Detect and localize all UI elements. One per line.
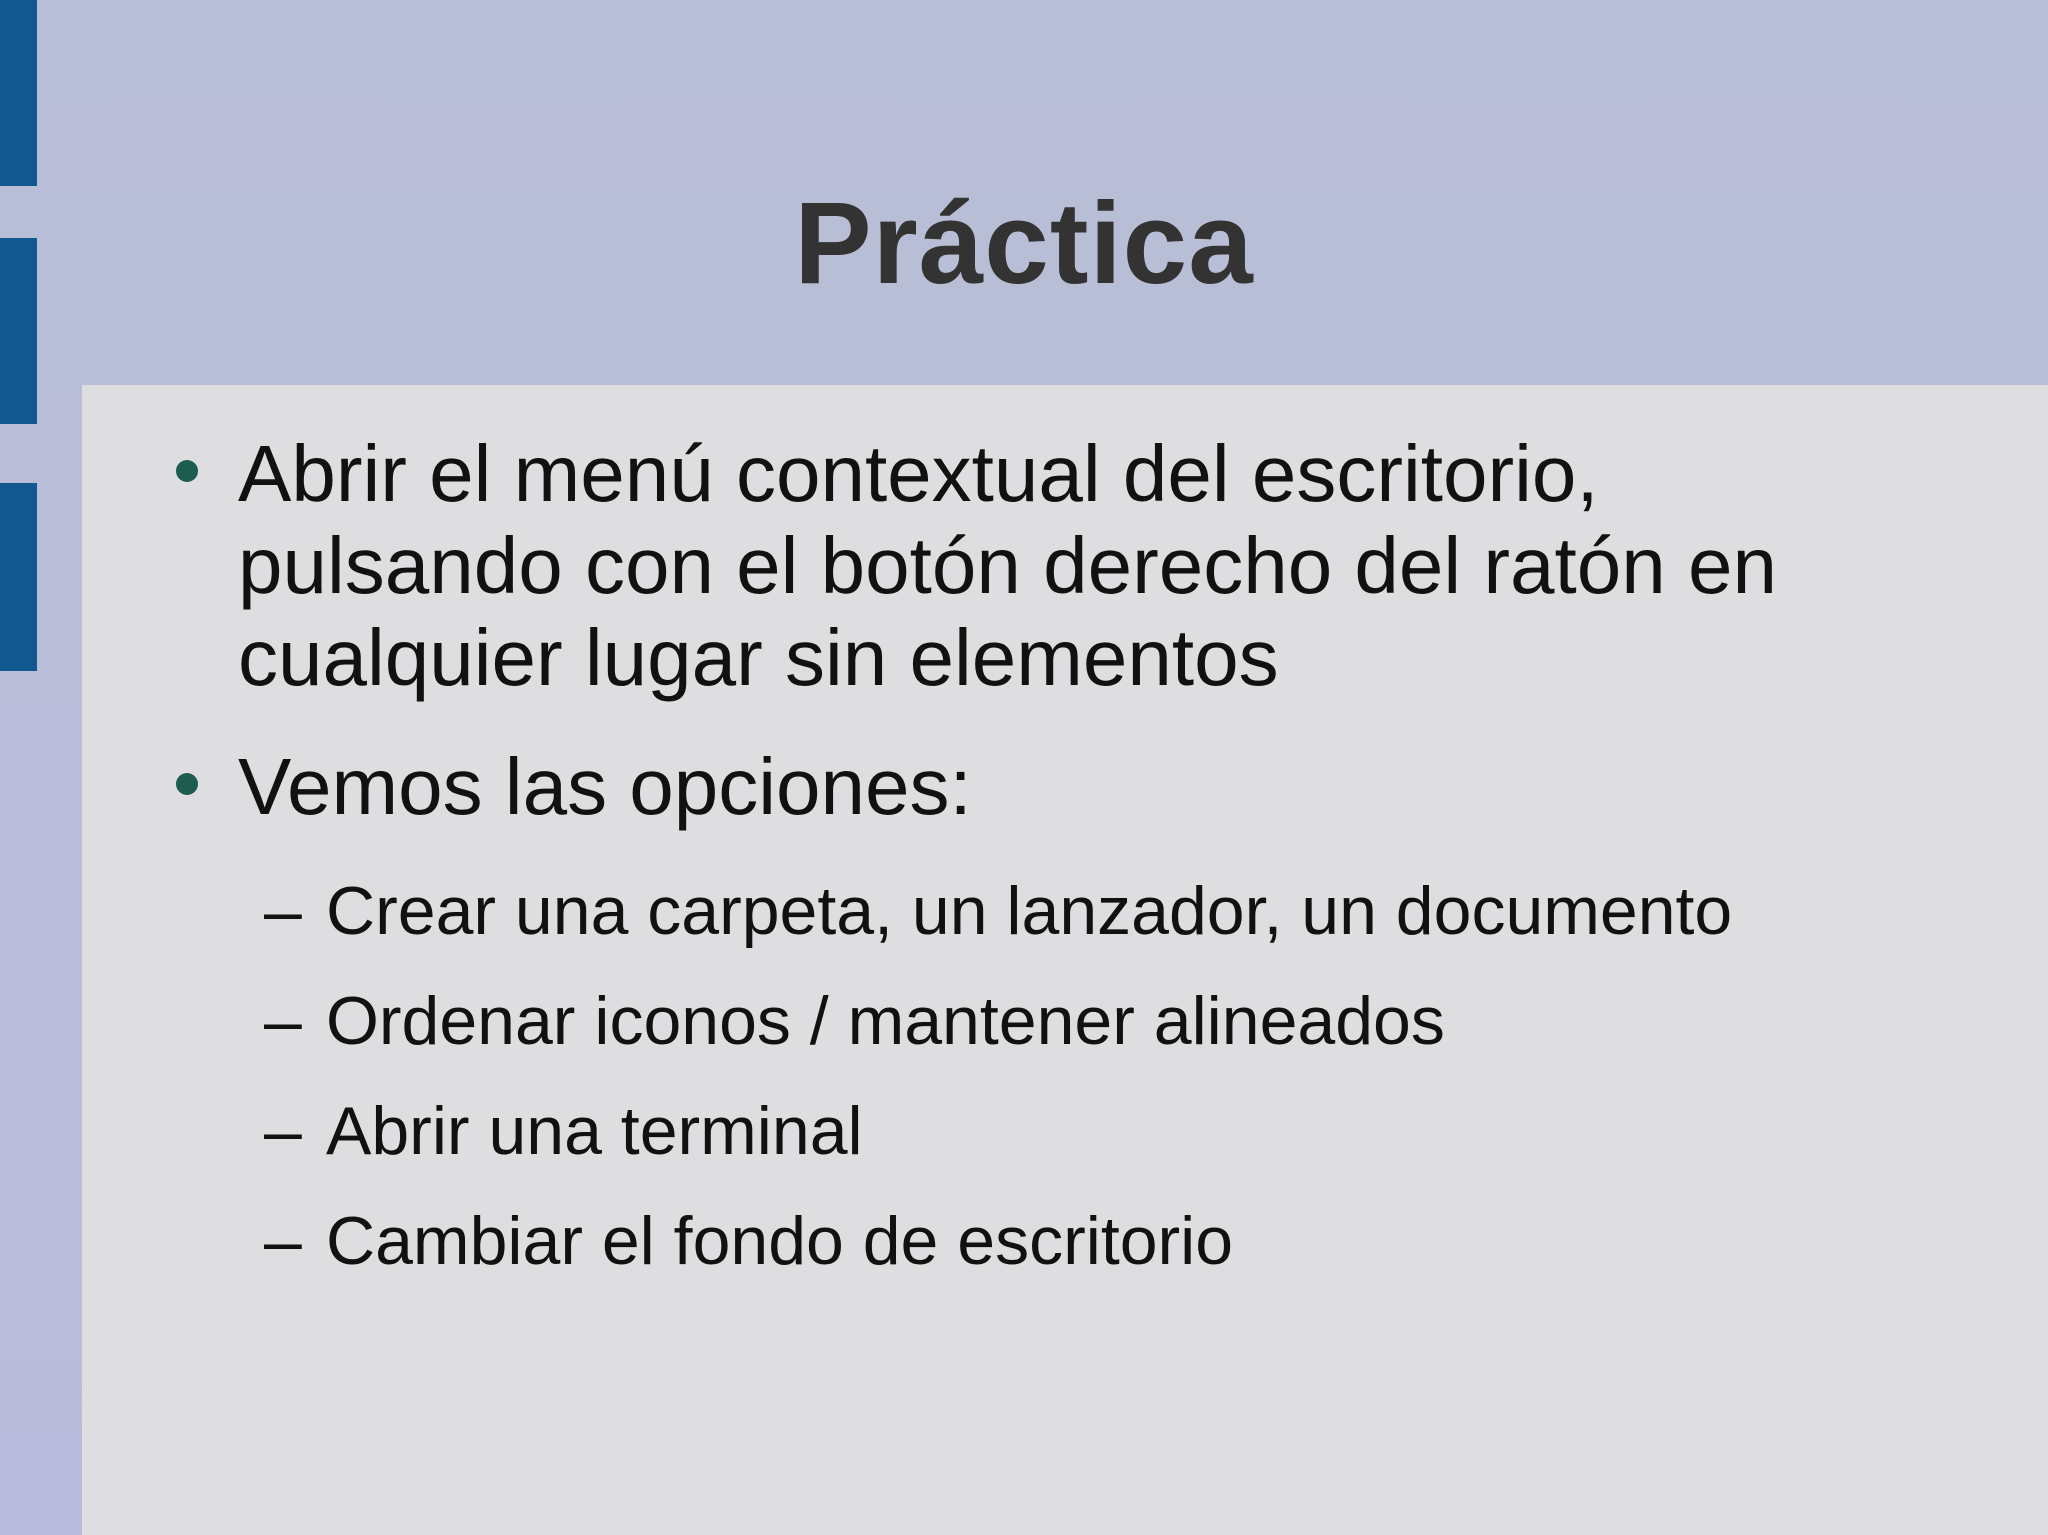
subitem-dash: –	[264, 1093, 302, 1169]
subitem-dash: –	[264, 1203, 302, 1279]
bullet-text-line: cualquier lugar sin elementos	[238, 613, 1279, 702]
side-accent-bar	[0, 483, 37, 671]
bullet-dot	[176, 773, 198, 795]
bullet-text-line: Abrir el menú contextual del escritorio,	[238, 429, 1599, 518]
bullet-text-line: Vemos las opciones:	[238, 742, 972, 831]
subitem-text: Abrir una terminal	[326, 1093, 863, 1169]
side-accent-bar	[0, 238, 37, 424]
bullet-dot	[176, 460, 198, 482]
subitem-dash: –	[264, 873, 302, 949]
side-accent-bar	[0, 0, 37, 186]
slide-title: Práctica	[794, 178, 1254, 308]
subitem-dash: –	[264, 983, 302, 1059]
subitem-text: Ordenar iconos / mantener alineados	[326, 983, 1445, 1059]
bullet-text-line: pulsando con el botón derecho del ratón en	[238, 521, 1777, 610]
subitem-text: Cambiar el fondo de escritorio	[326, 1203, 1234, 1279]
subitem-text: Crear una carpeta, un lanzador, un documento	[326, 873, 1733, 949]
